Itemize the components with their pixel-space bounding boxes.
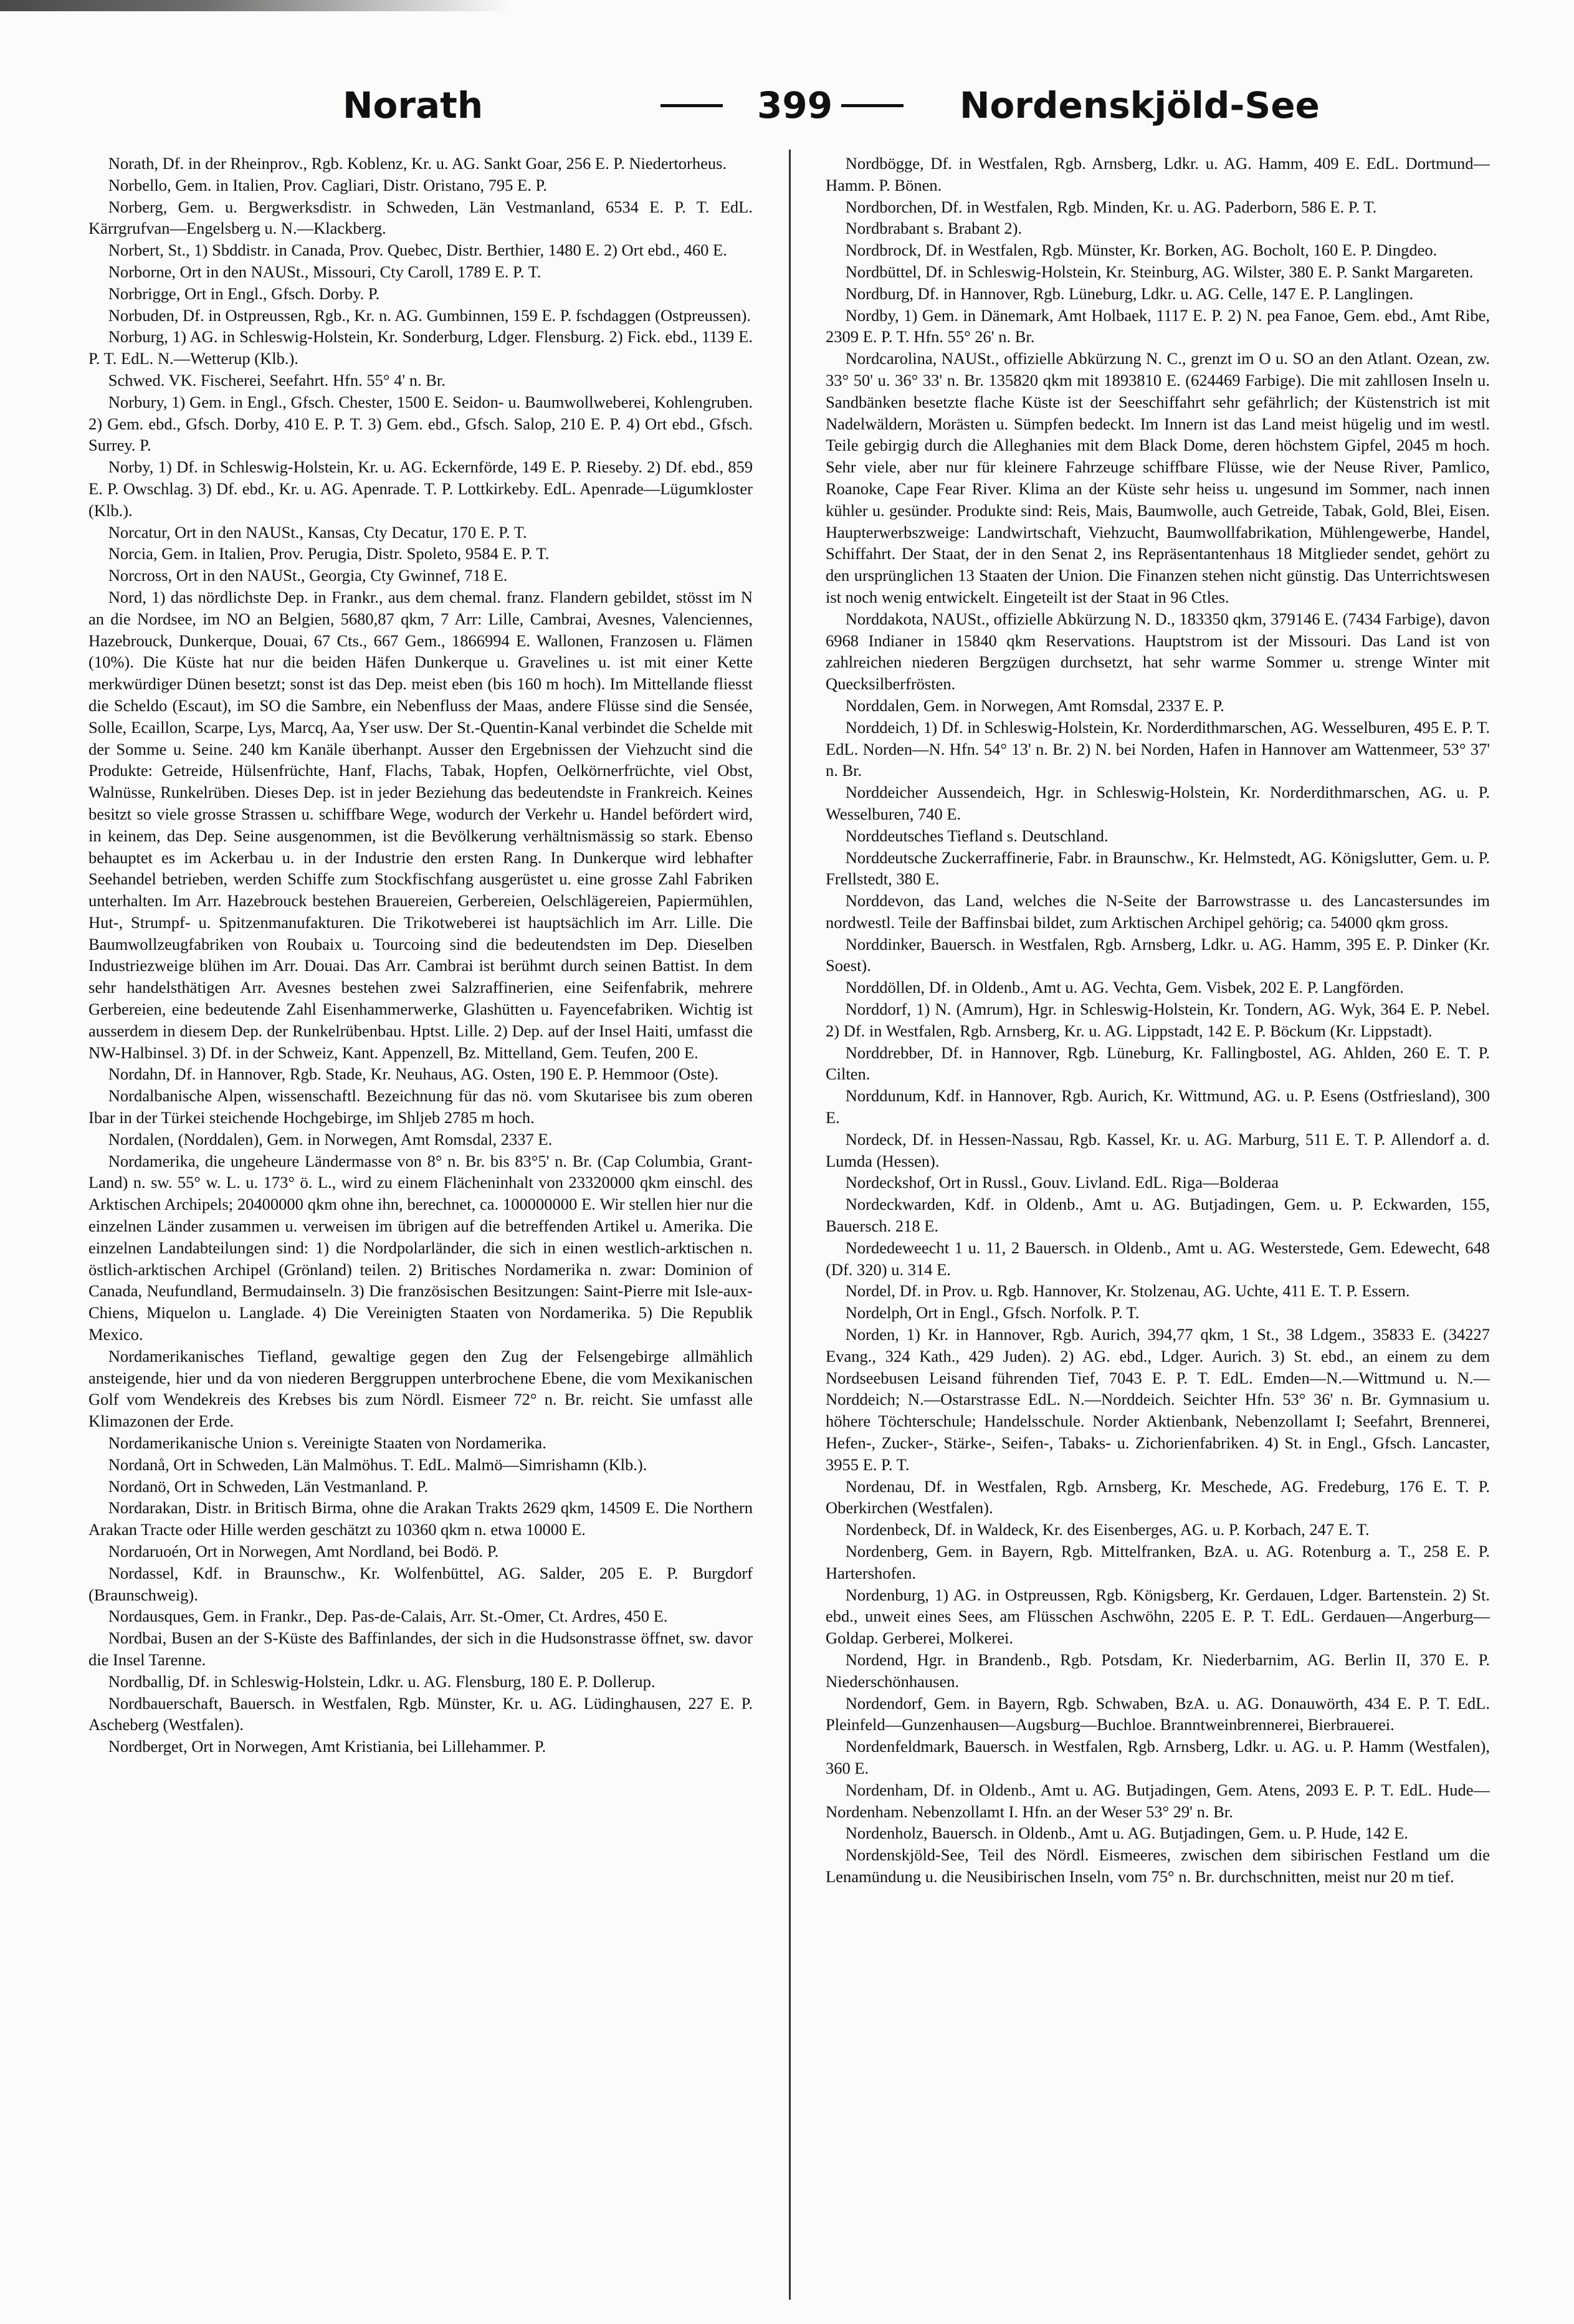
dictionary-entry: Nordenberg, Gem. in Bayern, Rgb. Mittelfranken, BzA. u. AG. Rotenburg a. T., 258 E. P. Hartershofen.	[826, 1542, 1490, 1582]
dictionary-entry: Schwed. VK. Fischerei, Seefahrt. Hfn. 55° 4' n. Br.	[108, 370, 446, 390]
dictionary-entry: Nordausques, Gem. in Frankr., Dep. Pas-de-Calais, Arr. St.-Omer, Ct. Ardres, 450 E.	[108, 1607, 668, 1626]
dictionary-entry: Nordeckwarden, Kdf. in Oldenb., Amt u. AG. Butjadingen, Gem. u. P. Eckwarden, 155, Bauersch. 218 E.	[826, 1195, 1490, 1236]
header-rule-right	[841, 104, 904, 107]
dictionary-entry: Nordalbanische Alpen, wissenschaftl. Bezeichnung für das nö. vom Skutarisee bis zum oberen Ibar in der Türkei steichende Hochgebirge, im Shljeb 2785 m hoch.	[88, 1086, 753, 1127]
dictionary-entry: Nordalen, (Norddalen), Gem. in Norwegen, Amt Romsdal, 2337 E.	[108, 1129, 553, 1149]
dictionary-entry: Nordahn, Df. in Hannover, Rgb. Stade, Kr. Neuhaus, AG. Osten, 190 E. P. Hemmoor (Oste).	[108, 1064, 719, 1084]
dictionary-entry: Norddeutsches Tiefland s. Deutschland.	[845, 826, 1109, 845]
dictionary-entry: Norbury, 1) Gem. in Engl., Gfsch. Chester, 1500 E. Seidon- u. Baumwollweberei, Kohlengruben. 2) Gem. ebd., Gfsch. Dorby, 410 E. P. T. 3) Gem. ebd., Gfsch. Salop, 210 E. P. 4) Ort ebd., Gfsch. Surrey. P.	[88, 392, 753, 455]
dictionary-entry: Nordendorf, Gem. in Bayern, Rgb. Schwaben, BzA. u. AG. Donauwörth, 434 E. P. T. EdL. Pleinfeld—Gunzenhausen—Augsburg—Buchloe. Branntweinbrennerei, Bierbrauerei.	[826, 1693, 1490, 1734]
dictionary-entry: Norbrigge, Ort in Engl., Gfsch. Dorby. P.	[108, 284, 380, 303]
dictionary-entry: Norath, Df. in der Rheinprov., Rgb. Koblenz, Kr. u. AG. Sankt Goar, 256 E. P. Niedertorheus.	[108, 154, 727, 173]
dictionary-entry: Norddrebber, Df. in Hannover, Rgb. Lüneburg, Kr. Fallingbostel, AG. Ahlden, 260 E. T. P. Cilten.	[826, 1043, 1490, 1084]
dictionary-entry: Norburg, 1) AG. in Schleswig-Holstein, Kr. Sonderburg, Ldger. Flensburg. 2) Fick. ebd., 1139 E. P. T. EdL. N.—Wetterup (Klb.).	[88, 327, 753, 368]
dictionary-entry: Norddalen, Gem. in Norwegen, Amt Romsdal, 2337 E. P.	[845, 696, 1224, 715]
dictionary-entry: Nordamerika, die ungeheure Ländermasse von 8° n. Br. bis 83°5' n. Br. (Cap Columbia, Grant-Land) n. sw. 55° w. L. u. 173° ö. L., wird zu einem Flächeninhalt von 23320000 qkm einschl. des Arktischen Archipels; 20400000 qkm ohne ihn, berechnet, ca. 100000000 E. Wir stellen hier nur die einzelnen Länder zusammen u. verweisen im übrigen auf die betreffenden Artikel u. Amerika. Die einzelnen Landabteilungen sind: 1) die Nordpolarländer, die sich in einen westlich-arktischen n. östlich-arktischen Archipel (Grönland) teilen. 2) Britisches Nordamerika n. zwar: Dominion of Canada, Neufundland, Bermudainseln. 3) Die französischen Besitzungen: Saint-Pierre mit Isle-aux-Chiens, Miquelon u. Langlade. 4) Die Vereinigten Staaten von Nordamerika. 5) Die Republik Mexico.	[88, 1151, 753, 1344]
dictionary-entry: Nordbögge, Df. in Westfalen, Rgb. Arnsberg, Ldkr. u. AG. Hamm, 409 E. EdL. Dortmund—Hamm. P. Bönen.	[826, 154, 1490, 194]
dictionary-entry: Nordel, Df. in Prov. u. Rgb. Hannover, Kr. Stolzenau, AG. Uchte, 411 E. T. P. Essern.	[845, 1281, 1410, 1301]
dictionary-entry: Norbert, St., 1) Sbddistr. in Canada, Prov. Quebec, Distr. Berthier, 1480 E. 2) Ort ebd., 460 E.	[108, 241, 727, 260]
dictionary-entry: Nordbrock, Df. in Westfalen, Rgb. Münster, Kr. Borken, AG. Bocholt, 160 E. P. Dingdeo.	[845, 241, 1438, 260]
dictionary-entry: Nordelph, Ort in Engl., Gfsch. Norfolk. P. T.	[845, 1303, 1140, 1322]
dictionary-entry: Norddeutsche Zuckerraffinerie, Fabr. in Braunschw., Kr. Helmstedt, AG. Königslutter, Gem. u. P. Frellstedt, 380 E.	[826, 848, 1490, 889]
dictionary-entry: Nordenfeldmark, Bauersch. in Westfalen, Rgb. Arnsberg, Ldkr. u. AG. u. P. Hamm (Westfalen), 360 E.	[826, 1737, 1490, 1777]
dictionary-entry: Nordbüttel, Df. in Schleswig-Holstein, Kr. Steinburg, AG. Wilster, 380 E. P. Sankt Margareten.	[845, 262, 1474, 281]
dictionary-entry: Nordeck, Df. in Hessen-Nassau, Rgb. Kassel, Kr. u. AG. Marburg, 511 E. T. P. Allendorf a. d. Lumda (Hessen).	[826, 1129, 1490, 1170]
dictionary-entry: Nordenholz, Bauersch. in Oldenb., Amt u. AG. Butjadingen, Gem. u. P. Hude, 142 E.	[845, 1824, 1408, 1843]
dictionary-entry: Nordenau, Df. in Westfalen, Rgb. Arnsberg, Kr. Meschede, AG. Fredeburg, 176 E. T. P. Oberkirchen (Westfalen).	[826, 1476, 1490, 1518]
dictionary-entry: Norden, 1) Kr. in Hannover, Rgb. Aurich, 394,77 qkm, 1 St., 38 Ldgem., 35833 E. (34227 Evang., 324 Kath., 429 Juden). 2) AG. ebd., Ldger. Aurich. 3) St. ebd., an einem zu dem Nordseebusen Leisand führenden Tief, 7043 E. P. T. EdL. Emden—N.—Wittmund u. N.—Norddeich; N.—Ostarstrasse EdL. N.—Norddeich. Seichter Hfn. 53° 36' n. Br. Gymnasium u. höhere Töchterschule; Handelsschule. Norder Aktienbank, Nebenzollamt I; Seefahrt, Brennerei, Hefen-, Zucker-, Stärke-, Seifen-, Tabaks- u. Zichorienfabriken. 4) St. in Engl., Gfsch. Lancaster, 3955 E. P. T.	[826, 1325, 1490, 1474]
dictionary-entry: Nordedeweecht 1 u. 11, 2 Bauersch. in Oldenb., Amt u. AG. Westerstede, Gem. Edewecht, 648 (Df. 320) u. 314 E.	[826, 1238, 1490, 1279]
dictionary-entry: Norddinker, Bauersch. in Westfalen, Rgb. Arnsberg, Ldkr. u. AG. Hamm, 395 E. P. Dinker (Kr. Soest).	[826, 934, 1490, 975]
dictionary-entry: Norddakota, NAUSt., offizielle Abkürzung N. D., 183350 qkm, 379146 E. (7434 Farbige), davon 6968 Indianer in 15840 qkm Reservations. Hauptstrom ist der Missouri. Das Land ist von zahlreichen niederen Bergzügen durchsetzt, hat sehr warme Sommer u. strenge Winter mit Quecksilberfrösten.	[826, 609, 1490, 694]
dictionary-entry: Norddevon, das Land, welches die N-Seite der Barrowstrasse u. des Lancastersundes im nordwestl. Teile der Baffinsbai bildet, zum Arktischen Archipel gehörig; ca. 54000 qkm gross.	[826, 891, 1490, 932]
dictionary-entry: Norbello, Gem. in Italien, Prov. Cagliari, Distr. Oristano, 795 E. P.	[108, 175, 547, 194]
dictionary-entry: Nordamerikanische Union s. Vereinigte Staaten von Nordamerika.	[108, 1433, 546, 1453]
dictionary-entry: Nordenbeck, Df. in Waldeck, Kr. des Eisenberges, AG. u. P. Korbach, 247 E. T.	[845, 1520, 1370, 1539]
header-first-entry: Norath	[343, 84, 484, 127]
page-number: 399	[757, 84, 833, 127]
dictionary-entry: Nordballig, Df. in Schleswig-Holstein, Ldkr. u. AG. Flensburg, 180 E. P. Dollerup.	[108, 1671, 656, 1691]
dictionary-entry: Norddunum, Kdf. in Hannover, Rgb. Aurich, Kr. Wittmund, AG. u. P. Esens (Ostfriesland), 300 E.	[826, 1086, 1490, 1127]
scan-edge-shadow	[0, 0, 511, 11]
header-last-entry: Nordenskjöld-See	[960, 84, 1320, 127]
dictionary-entry: Norddöllen, Df. in Oldenb., Amt u. AG. Vechta, Gem. Visbek, 202 E. P. Langförden.	[845, 978, 1404, 997]
dictionary-entry: Nord, 1) das nördlichste Dep. in Frankr., aus dem chemal. franz. Flandern gebildet, stösst im N an die Nordsee, im NO an Belgien, 5680,87 qkm, 7 Arr: Lille, Cambrai, Avesnes, Valenciennes, Hazebrouck, Dunkerque, Douai, 67 Cts., 667 Gem., 1866994 E. Wallonen, Franzosen u. Flämen (10%). Die Küste hat nur die beiden Häfen Dunkerque u. Gravelines u. ist mit einer Kette merkwürdiger Dünen besetzt; sonst ist das Dep. meist eben (bis 160 m hoch). Im Mittellande fliesst die Scheldo (Escaut), im SO die Sambre, ein Nebenfluss der Maas, andere Flüsse sind die Sensée, Solle, Ecaillon, Scarpe, Lys, Marcq, Aa, Yser usw. Der St.-Quentin-Kanal verbindet die Schelde mit der Somme u. Seine. 240 km Kanäle überhanpt. Ausser den Ergebnissen der Viehzucht sind die Produkte: Getreide, Hülsenfrüchte, Hanf, Flachs, Tabak, Hopfen, Oelkörnerfrüchte, viel Obst, Walnüsse, Runkelrüben. Dieses Dep. ist in jeder Beziehung das bedeutendste in Frankreich. Keines besitzt so viele grosse Strassen u. schiffbare Wege, wodurch der Verkehr u. Handel befördert wird, in keinem, das Dep. Seine ausgenommen, ist die Bevölkerung verhältnismässig so stark. Ebenso behauptet es im Ackerbau u. in der Industrie den ersten Rang. In Dunkerque wird lebhafter Seehandel betrieben, werden Schiffe zum Stockfischfang ausgerüstet u. eine grosse Zahl Fabriken unterhalten. Im Arr. Hazebrouck bestehen Brauereien, Gerbereien, Oelschlägereien, Papiermühlen, Hut-, Strumpf- u. Spitzenmanufakturen. Die Trikotweberei ist hauptsächlich im Arr. Lille. Die Baumwollzeugfabriken von Roubaix u. Tourcoing sind die bedeutendsten im Dep. Dieselben Industriezweige blühen im Arr. Douai. Das Arr. Cambrai ist berühmt durch seinen Battist. In dem sehr handelsthätigen Arr. Avesnes bestehen zwei Salzraffinerien, eine Seifenfabrik, mehrere Gerbereien, eine bedeutende Zahl Eisenhammerwerke, Glashütten u. Fayencefabriken. Wichtig ist ausserdem in diesem Dep. der Runkelrübenbau. Hptst. Lille. 2) Dep. auf der Insel Haiti, umfasst die NW-Halbinsel. 3) Df. in der Schweiz, Kant. Appenzell, Bz. Mittelland, Gem. Teufen, 200 E.	[88, 587, 753, 1062]
dictionary-entry: Nordenskjöld-See, Teil des Nördl. Eismeeres, zwischen dem sibirischen Festland um die Lenamündung u. die Neusibirischen Inseln, vom 75° n. Br. durchschnitten, meist nur 20 m tief.	[826, 1845, 1490, 1886]
dictionary-entry: Nordborchen, Df. in Westfalen, Rgb. Minden, Kr. u. AG. Paderborn, 586 E. P. T.	[845, 197, 1377, 216]
left-column	[88, 153, 753, 2297]
dictionary-entry: Nordend, Hgr. in Brandenb., Rgb. Potsdam, Kr. Niederbarnim, AG. Berlin II, 370 E. P. Niederschönhausen.	[826, 1650, 1490, 1691]
dictionary-entry: Nordarakan, Distr. in Britisch Birma, ohne die Arakan Trakts 2629 qkm, 14509 E. Die Northern Arakan Tracte oder Hille werden geschätzt zu 10360 qkm n. etwa 10000 E.	[88, 1498, 753, 1539]
dictionary-entry: Norby, 1) Df. in Schleswig-Holstein, Kr. u. AG. Eckernförde, 149 E. P. Rieseby. 2) Df. ebd., 859 E. P. Owschlag. 3) Df. ebd., Kr. u. AG. Apenrade. T. P. Lottkirkeby. EdL. Apenrade—Lügumkloster (Klb.).	[88, 457, 753, 520]
dictionary-entry: Norddeicher Aussendeich, Hgr. in Schleswig-Holstein, Kr. Norderdithmarschen, AG. u. P. Wesselburen, 740 E.	[826, 783, 1490, 823]
page-header	[187, 78, 1464, 134]
dictionary-entry: Nordenham, Df. in Oldenb., Amt u. AG. Butjadingen, Gem. Atens, 2093 E. P. T. EdL. Hude—Nordenham. Nebenzollamt I. Hfn. an der Weser 53° 29' n. Br.	[826, 1780, 1490, 1821]
dictionary-entry: Norddeich, 1) Df. in Schleswig-Holstein, Kr. Norderdithmarschen, AG. Wesselburen, 495 E. P. T. EdL. Norden—N. Hfn. 54° 13' n. Br. 2) N. bei Norden, Hafen in Hannover am Wattenmeer, 53° 37' n. Br.	[826, 717, 1490, 780]
dictionary-entry: Nordberget, Ort in Norwegen, Amt Kristiania, bei Lillehammer. P.	[108, 1737, 546, 1756]
dictionary-entry: Nordaruoén, Ort in Norwegen, Amt Nordland, bei Bodö. P.	[108, 1542, 499, 1561]
dictionary-entry: Nordassel, Kdf. in Braunschw., Kr. Wolfenbüttel, AG. Salder, 205 E. P. Burgdorf (Braunschweig).	[88, 1563, 753, 1604]
dictionary-entry: Norcia, Gem. in Italien, Prov. Perugia, Distr. Spoleto, 9584 E. P. T.	[108, 544, 550, 563]
dictionary-entry: Nordeckshof, Ort in Russl., Gouv. Livland. EdL. Riga—Bolderaa	[845, 1173, 1279, 1192]
header-rule-left	[661, 104, 723, 107]
dictionary-entry: Norcross, Ort in den NAUSt., Georgia, Cty Gwinnef, 718 E.	[108, 566, 508, 585]
dictionary-entry: Nordbai, Busen an der S-Küste des Baffinlandes, der sich in die Hudsonstrasse öffnet, sw. davor die Insel Tarenne.	[88, 1628, 753, 1669]
dictionary-entry: Norddorf, 1) N. (Amrum), Hgr. in Schleswig-Holstein, Kr. Tondern, AG. Wyk, 364 E. P. Nebel. 2) Df. in Westfalen, Rgb. Arnsberg, Kr. u. AG. Lippstadt, 142 E. P. Böckum (Kr. Lippstadt).	[826, 1000, 1490, 1040]
dictionary-entry: Norberg, Gem. u. Bergwerksdistr. in Schweden, Län Vestmanland, 6534 E. P. T. EdL. Kärrgrufvan—Engelsberg u. N.—Klackberg.	[88, 197, 753, 238]
dictionary-entry: Nordanå, Ort in Schweden, Län Malmöhus. T. EdL. Malmö—Simrishamn (Klb.).	[108, 1455, 647, 1474]
dictionary-entry: Nordamerikanisches Tiefland, gewaltige gegen den Zug der Felsengebirge allmählich ansteigende, hier und da von niederen Berggruppen unterbrochene Ebene, die vom Mexikanischen Golf vom Wendekreis des Krebses bis zum Nördl. Eismeer 72° n. Br. reicht. Sie umfasst alle Klimazonen der Erde.	[88, 1346, 753, 1431]
dictionary-entry: Norborne, Ort in den NAUSt., Missouri, Cty Caroll, 1789 E. P. T.	[108, 262, 541, 281]
dictionary-entry: Nordcarolina, NAUSt., offizielle Abkürzung N. C., grenzt im O u. SO an den Atlant. Ozean, zw. 33° 50' u. 36° 33' n. Br. 135820 qkm mit 1893810 E. (624469 Farbige). Die mit zahllosen Inseln u. Sandbänken besetzte flache Küste ist der Seeschiffahrt sehr gefährlich; der Küstenstrich ist mit Nadelwäldern, Morästen u. Sümpfen bedeckt. Im Innern ist das Land meist hügelig und im westl. Teile gebirgig durch die Alleghanies mit dem Black Dome, deren höchstem Gipfel, 2045 m hoch. Sehr viele, aber nur für kleinere Fahrzeuge schiffbare Flüsse, wie der Neuse River, Pamlico, Roanoke, Cape Fear River. Klima an der Küste sehr heiss u. ungesund im Sommer, nach innen kühler u. gesünder. Produkte sind: Reis, Mais, Baumwolle, auch Getreide, Tabak, Gold, Blei, Eisen. Haupterwerbszweige: Landwirtschaft, Viehzucht, Baumwollfabrikation, Mühlengewerbe, Handel, Schiffahrt. Der Staat, der in den Senat 2, ins Repräsentantenhaus 18 Mitglieder sendet, gehört zu den ursprünglichen 13 Staaten der Union. Die Finanzen stehen nicht günstig. Das Unterrichtswesen ist noch wenig entwickelt. Eingeteilt ist der Staat in 96 Ctles.	[826, 349, 1490, 606]
column-divider	[789, 150, 791, 2300]
dictionary-entry: Norcatur, Ort in den NAUSt., Kansas, Cty Decatur, 170 E. P. T.	[108, 522, 527, 542]
dictionary-entry: Nordby, 1) Gem. in Dänemark, Amt Holbaek, 1117 E. P. 2) N. pea Fanoe, Gem. ebd., Amt Ribe, 2309 E. P. T. Hfn. 55° 26' n. Br.	[826, 305, 1490, 347]
dictionary-entry: Norbuden, Df. in Ostpreussen, Rgb., Kr. n. AG. Gumbinnen, 159 E. P. fschdaggen (Ostpreussen).	[108, 305, 751, 325]
dictionary-entry: Nordburg, Df. in Hannover, Rgb. Lüneburg, Ldkr. u. AG. Celle, 147 E. P. Langlingen.	[845, 284, 1414, 303]
dictionary-entry: Nordenburg, 1) AG. in Ostpreussen, Rgb. Königsberg, Kr. Gerdauen, Ldger. Bartenstein. 2) St. ebd., unweit eines Sees, am Flüsschen Aschwöhn, 2205 E. P. T. EdL. Gerdauen—Angerburg—Goldap. Gerberei, Molkerei.	[826, 1585, 1490, 1648]
right-column	[826, 153, 1490, 2297]
dictionary-entry: Nordbauerschaft, Bauersch. in Westfalen, Rgb. Münster, Kr. u. AG. Lüdinghausen, 227 E. P. Ascheberg (Westfalen).	[88, 1693, 753, 1734]
dictionary-entry: Nordbrabant s. Brabant 2).	[845, 219, 1023, 238]
dictionary-entry: Nordanö, Ort in Schweden, Län Vestmanland. P.	[108, 1476, 429, 1496]
